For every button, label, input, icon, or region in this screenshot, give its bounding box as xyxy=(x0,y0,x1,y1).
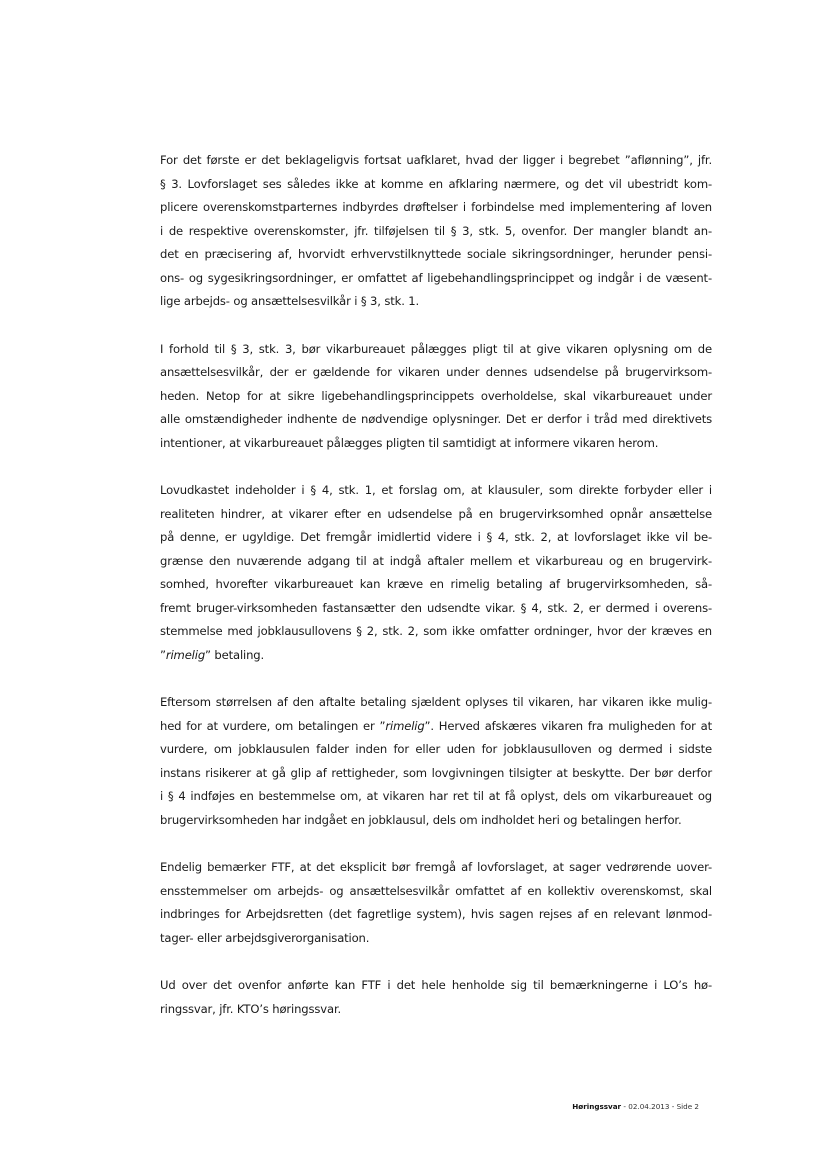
text-line: ringssvar, jfr. KTO’s høringssvar. xyxy=(160,1001,342,1016)
text-line: § 3. Lovforslaget ses således ikke at komme en afklaring nærmere, og det vil ubestridt kom- xyxy=(160,176,712,191)
text-line: stemmelse med jobklausullovens § 2, stk. 2, som ikke omfatter ordninger, hvor der kræves en xyxy=(160,624,712,638)
text-fragment: ” xyxy=(160,647,166,662)
italic-word: rimelig xyxy=(165,647,206,662)
text-line: tager- eller arbejdsgiverorganisation. xyxy=(160,930,370,945)
paragraph-1 xyxy=(160,149,712,314)
paragraph-4 xyxy=(160,691,712,832)
text-fragment: ” betaling. xyxy=(205,647,265,662)
footer-date-page: - 02.04.2013 - Side 2 xyxy=(621,1102,699,1111)
text-line: Lovudkastet indeholder i § 4, stk. 1, et forslag om, at klausuler, som direkte forbyder eller i xyxy=(160,483,712,497)
text-line: For det første er det beklageligvis fortsat uafklaret, hvad der ligger i begrebet ”aflønning”, jfr. xyxy=(160,153,712,167)
text-line: realiteten hindrer, at vikarer efter en udsendelse på en brugervirksomhed opnår ansættelse xyxy=(160,506,712,521)
paragraph-6 xyxy=(160,974,712,1021)
text-line: ansættelsesvilkår, der er gældende for vikaren under dennes udsendelse på brugervirksom- xyxy=(160,365,712,379)
text-line-italic xyxy=(160,644,712,668)
italic-word: rimelig xyxy=(385,718,425,733)
text-line: ensstemmelser om arbejds- og ansættelsesvilkår omfattet af en kollektiv overenskomst, skal xyxy=(160,883,712,898)
text-line: det en præcisering af, hvorvidt erhvervstilknyttede sociale sikringsordninger, herunder pensi- xyxy=(160,247,712,261)
document-body xyxy=(160,149,712,1045)
text-line: plicere overenskomstparternes indbyrdes drøftelser i forbindelse med implementering af loven xyxy=(160,200,712,214)
page-footer xyxy=(572,1102,699,1111)
text-line: somhed, hvorefter vikarbureauet kan kræve en rimelig betaling af brugervirksomheden, så- xyxy=(160,577,712,591)
text-line: i de respektive overenskomster, jfr. tilføjelsen til § 3, stk. 5, ovenfor. Der mangler blandt an- xyxy=(160,223,712,238)
paragraph-3 xyxy=(160,479,712,667)
text-line: lige arbejds- og ansættelsesvilkår i § 3, stk. 1. xyxy=(160,294,420,308)
text-line: i § 4 indføjes en bestemmelse om, at vikaren har ret til at få oplyst, dels om vikarbureauet og xyxy=(160,789,712,803)
paragraph-2 xyxy=(160,338,712,456)
text-line: Endelig bemærker FTF, at det eksplicit bør fremgå af lovforslaget, at sager vedrørende uover- xyxy=(160,860,712,874)
text-line: Ud over det ovenfor anførte kan FTF i det hele henholde sig til bemærkningerne i LO’s hø- xyxy=(160,978,712,992)
text-line: Eftersom størrelsen af den aftalte betaling sjældent oplyses til vikaren, har vikaren ikke mulig- xyxy=(160,695,712,709)
text-line: instans risikerer at gå glip af rettigheder, som lovgivningen tilsigter at beskytte. Der bør derfor xyxy=(160,765,712,780)
text-line: brugervirksomheden har indgået en jobklausul, dels om indholdet heri og betalingen herfor. xyxy=(160,812,682,827)
text-line: grænse den nuværende adgang til at indgå aftaler mellem et vikarbureau og en brugervirk- xyxy=(160,553,712,568)
text-fragment: hed for at vurdere, om betalingen er ” xyxy=(160,718,386,733)
text-line: intentioner, at vikarbureauet pålægges pligten til samtidigt at informere vikaren herom. xyxy=(160,435,659,450)
text-fragment: ”. Herved afskæres vikaren fra muligheden for at xyxy=(424,718,712,733)
text-line: på denne, er ugyldige. Det fremgår imidlertid videre i § 4, stk. 2, at lovforslaget ikke vil be- xyxy=(160,530,712,544)
text-line: vurdere, om jobklausulen falder inden for eller uden for jobklausulloven og dermed i sidste xyxy=(160,742,712,756)
text-line: indbringes for Arbejdsretten (det fagretlige system), hvis sagen rejses af en relevant lønmod- xyxy=(160,907,712,921)
text-line: I forhold til § 3, stk. 3, bør vikarbureauet pålægges pligt til at give vikaren oplysning om de xyxy=(160,341,712,356)
text-line: fremt bruger-virksomheden fastansætter den udsendte vikar. § 4, stk. 2, er dermed i overens- xyxy=(160,600,712,615)
text-line: ons- og sygesikringsordninger, er omfattet af ligebehandlingsprincippet og indgår i de væsent- xyxy=(160,270,712,285)
text-line-italic xyxy=(160,715,712,739)
text-line: heden. Netop for at sikre ligebehandlingsprincippets overholdelse, skal vikarbureauet under xyxy=(160,388,712,403)
text-line: alle omstændigheder indhente de nødvendige oplysninger. Det er derfor i tråd med direktivets xyxy=(160,412,712,426)
paragraph-5 xyxy=(160,856,712,950)
footer-label: Høringssvar xyxy=(572,1102,622,1111)
